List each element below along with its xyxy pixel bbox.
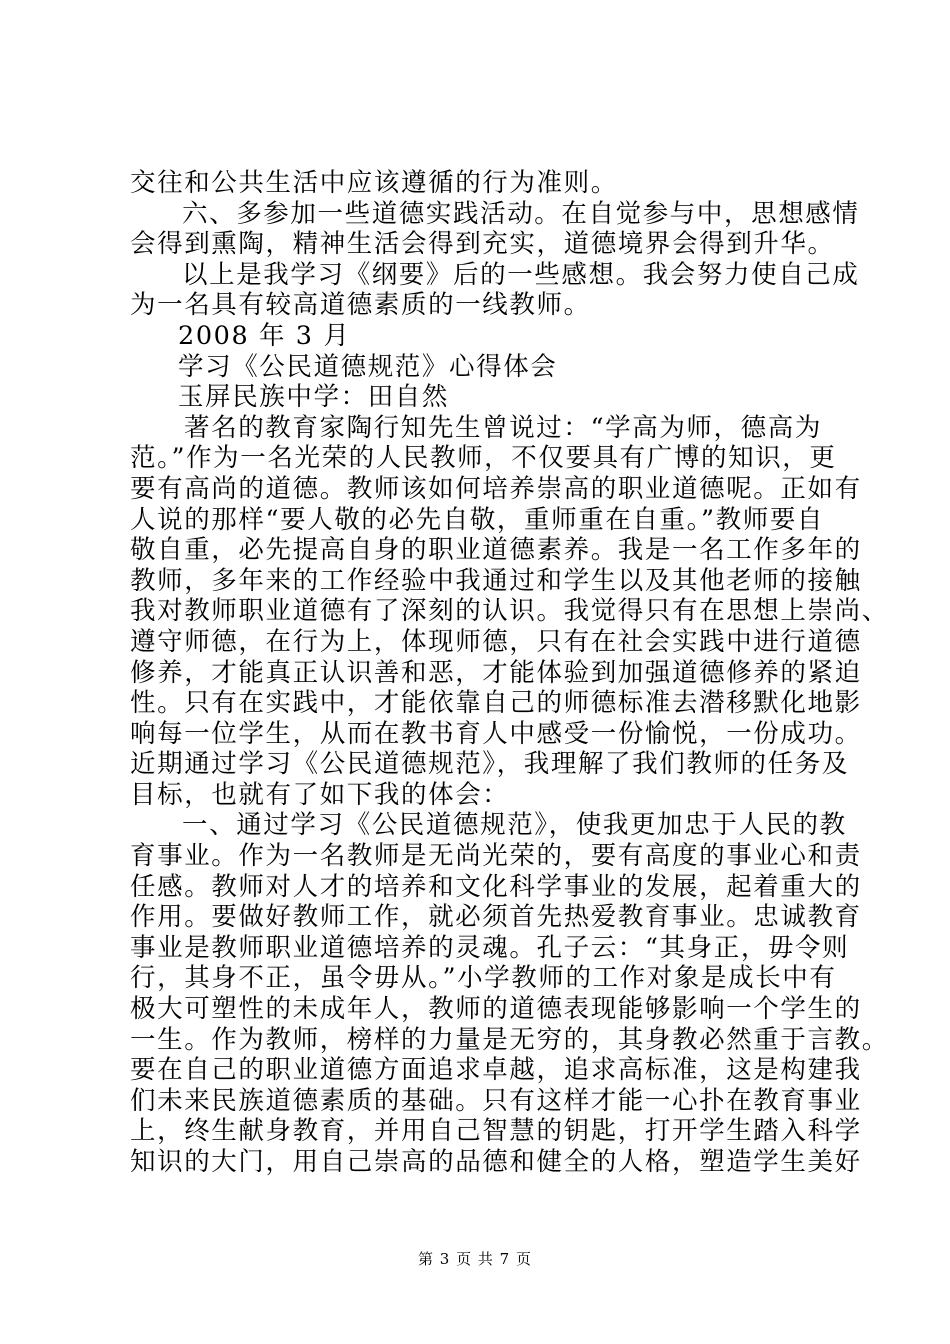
text-line: 以上是我学习《纲要》后的一些感想。我会努力使自己成: [182, 259, 860, 290]
text-line: 教师，多年来的工作经验中我通过和学生以及其他老师的接触: [130, 565, 862, 596]
text-line: 任感。教师对人才的培养和文化科学事业的发展，起着重大的: [130, 871, 862, 902]
text-line: 为一名具有较高道德素质的一线教师。: [130, 290, 591, 321]
text-line: 近期通过学习《公民道德规范》，我理解了我们教师的任务及: [130, 749, 849, 780]
text-line: 交往和公共生活中应该遵循的行为准则。: [130, 168, 618, 198]
text-line: 玉屏民族中学：田自然: [178, 382, 450, 413]
text-line: 我对教师职业道德有了深刻的认识。我觉得只有在思想上崇尚、: [130, 596, 889, 627]
text-line: 遵守师德，在行为上，体现师德，只有在社会实践中进行道德: [130, 626, 862, 657]
text-line: 目标，也就有了如下我的体会：: [130, 779, 510, 810]
text-line: 人说的那样“要人敬的必先自敬，重师重在自重。”教师要自: [130, 504, 825, 535]
text-line: 响每一位学生，从而在教书育人中感受一份愉悦，一份成功。: [130, 718, 862, 749]
text-line: 行，其身不正，虽令毋从。”小学教师的工作对象是成长中有: [130, 963, 837, 994]
text-line: 作用。要做好教师工作，就必须首先热爱教育事业。忠诚教育: [130, 902, 862, 933]
text-line: 学习《公民道德规范》心得体会: [178, 351, 558, 382]
text-line: 一、通过学习《公民道德规范》，使我更加忠于人民的教: [182, 810, 847, 841]
text-line: 事业是教师职业道德培养的灵魂。孔子云：“其身正，毋令则: [130, 932, 850, 963]
text-line: 2008 年 3 月: [178, 320, 351, 351]
text-line: 六、多参加一些道德实践活动。在自觉参与中，思想感情: [182, 198, 860, 229]
text-line: 修养，才能真正认识善和恶，才能体验到加强道德修养的紧迫: [130, 657, 862, 688]
text-line: 育事业。作为一名教师是无尚光荣的，要有高度的事业心和责: [130, 841, 862, 872]
text-line: 一生。作为教师，榜样的力量是无穷的，其身教必然重于言教。: [130, 1024, 889, 1055]
text-line: 知识的大门，用自己崇高的品德和健全的人格，塑造学生美好: [130, 1147, 862, 1177]
text-line: 著名的教育家陶行知先生曾说过：“学高为师，德高为: [184, 412, 822, 443]
text-line: 们未来民族道德素质的基础。只有这样才能一心扑在教育事业: [130, 1085, 862, 1116]
text-line: 要在自己的职业道德方面追求卓越，追求高标准，这是构建我: [130, 1055, 862, 1086]
text-line: 性。只有在实践中，才能依靠自己的师德标准去潜移默化地影: [130, 688, 862, 719]
text-line: 敬自重，必先提高自身的职业道德素养。我是一名工作多年的: [130, 535, 862, 566]
page-number-footer: 第 3 页 共 7 页: [418, 1250, 532, 1268]
text-line: 要有高尚的道德。教师该如何培养崇高的职业道德呢。正如有: [130, 473, 862, 504]
text-line: 会得到熏陶，精神生活会得到充实，道德境界会得到升华。: [130, 229, 835, 260]
text-line: 范。”作为一名光荣的人民教师，不仅要具有广博的知识，更: [130, 443, 837, 474]
text-line: 上，终生献身教育，并用自己智慧的钥匙，打开学生踏入科学: [130, 1116, 862, 1147]
document-body: [130, 168, 889, 1178]
text-line: 极大可塑性的未成年人，教师的道德表现能够影响一个学生的: [130, 994, 862, 1025]
